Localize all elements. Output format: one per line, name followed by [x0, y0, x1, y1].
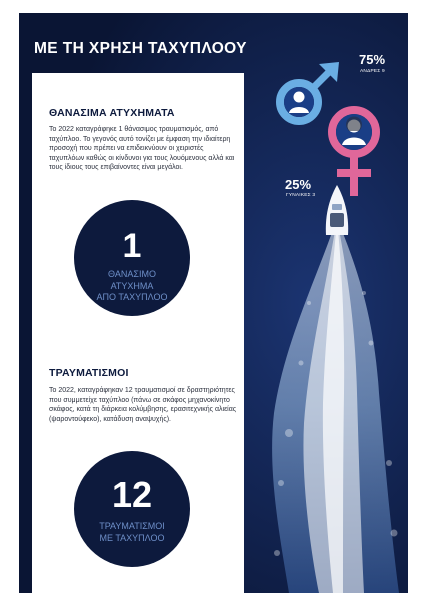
fatal-accidents-heading: ΘΑΝΑΣΙΜΑ ΑΤΥΧΗΜΑΤΑ	[49, 107, 175, 119]
infographic-page	[19, 13, 408, 593]
injuries-heading: ΤΡΑΥΜΑΤΙΣΜΟΙ	[49, 367, 129, 379]
fatal-stat-number: 1	[122, 227, 142, 265]
fatal-stat-label-line-1: ΘΑΝΑΣΙΜΟ	[108, 269, 156, 279]
fatal-stat-label-line-3: ΑΠΟ ΤΑΧΥΠΛΟΟ	[96, 292, 168, 302]
male-percent: 75%	[359, 52, 386, 67]
female-percent: 25%	[285, 177, 312, 192]
page-title: ΜΕ ΤΗ ΧΡΗΣΗ ΤΑΧΥΠΛΟΟΥ	[34, 40, 247, 57]
injuries-stat-label-line-1: ΤΡΑΥΜΑΤΙΣΜΟΙ	[99, 521, 165, 531]
injuries-text: Το 2022, καταγράφηκαν 12 τραυματισμοί σε δραστηριότητες που συμμετείχε ταχύπλοο (πάνω σε σκάφος μηχανοκίνητο σκάφος, κατά τη διάρκεια κολύμβησης, ερασιτεχνικής αλιείας (ψαροντούφεκο), κατάδυση αναψυχής).	[49, 387, 237, 423]
content-panel	[32, 73, 244, 593]
injuries-stat-number: 12	[111, 474, 153, 515]
fatal-stat-label-line-2: ΑΤΥΧΗΜΑ	[110, 280, 154, 291]
fatal-stat-circle	[74, 200, 190, 316]
male-label: ΑΝΔΡΕΣ 9	[360, 69, 385, 74]
injuries-stat-label-line-2: ΜΕ ΤΑΧΥΠΛΟΟ	[99, 532, 165, 543]
injuries-stat-circle	[74, 451, 190, 567]
female-symbol-icon	[317, 99, 391, 199]
female-label: ΓΥΝΑΙΚΕΣ 3	[286, 193, 316, 198]
fatal-accidents-text: Το 2022 καταγράφηκε 1 θάνασιμος τραυματισμός, από ταχύπλοο. Το γεγονός αυτό τονίζει με έμφαση την ιδιαίτερη προσοχή που πρέπει να επιδεικνύουν οι χειριστές ταχυπλόων καθώς οι κίνδυνοι για τους λουόμενους αλλά και τους ίδιους τους επιβαίνοντες είναι μεγάλοι.	[49, 126, 235, 172]
